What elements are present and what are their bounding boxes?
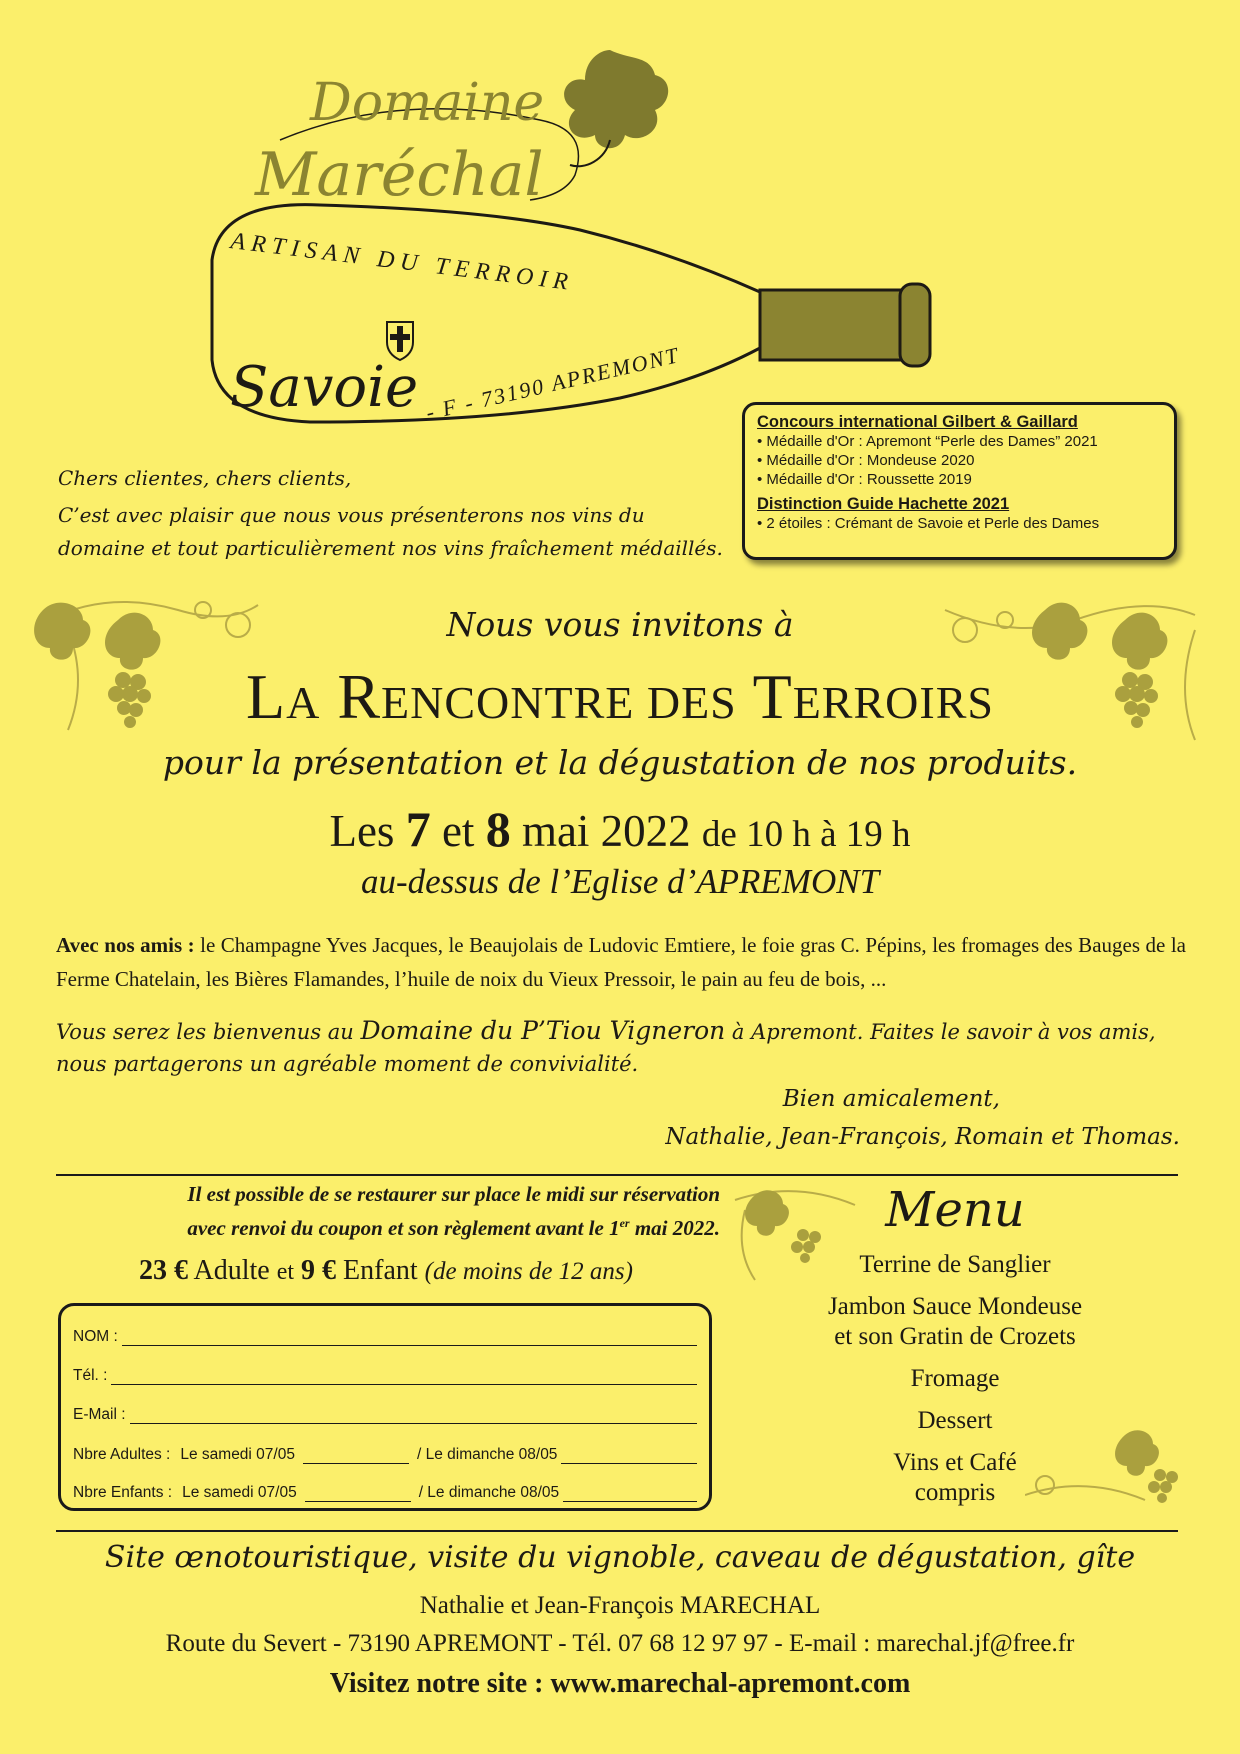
awards-box (742, 402, 1177, 560)
restaurant-line: Il est possible de se restaurer sur place le midi sur réservation (187, 1182, 720, 1206)
award-item: • Médaille d'Or : Mondeuse 2020 (757, 451, 1162, 470)
email-field[interactable] (130, 1409, 697, 1424)
email-label: E-Mail : (73, 1406, 126, 1423)
contest-title: Concours international Gilbert & Gaillard (757, 413, 1078, 431)
children-sunday-field[interactable] (563, 1487, 697, 1502)
adults-saturday-field[interactable] (303, 1449, 409, 1464)
coupon-row-nom (73, 1328, 697, 1346)
sunday-label: / Le dimanche 08/05 (418, 1484, 560, 1501)
dates-hours: de 10 h à 19 h (701, 814, 911, 855)
child-note: (de moins de 12 ans) (424, 1258, 633, 1285)
welcome-text: Vous serez les bienvenus au (56, 1020, 361, 1044)
restaurant-text: avec renvoi du coupon et son règlement avant le 1 (187, 1216, 620, 1240)
signoff-names: Nathalie, Jean-François, Romain et Thomas. (665, 1124, 1180, 1150)
partners-paragraph (56, 928, 1186, 996)
coupon-row-children (73, 1484, 697, 1502)
day-two: 8 (485, 801, 511, 857)
nom-label: NOM : (73, 1328, 118, 1345)
menu-item: Terrine de Sanglier (859, 1251, 1051, 1278)
logo-name: Maréchal (255, 140, 544, 210)
footer-contact: Route du Severt - 73190 APREMONT - Tél. 07 68 12 97 97 - E-mail : marechal.jf@free.fr (165, 1630, 1075, 1657)
bottle-cork (900, 284, 930, 366)
child-price: 9 € (301, 1255, 337, 1286)
title-part: T (752, 661, 793, 732)
adults-label: Nbre Adultes : (73, 1446, 171, 1463)
children-label: Nbre Enfants : (73, 1484, 173, 1501)
nom-field[interactable] (122, 1331, 697, 1346)
logo-tagline: ARTISAN DU TERROIR (229, 228, 576, 297)
award-item: • Médaille d'Or : Roussette 2019 (757, 470, 1162, 489)
menu-list (770, 1250, 1140, 1520)
signoff-greeting: Bien amicalement, (782, 1086, 1000, 1112)
award-item: • 2 étoiles : Crémant de Savoie et Perle des Dames (757, 514, 1162, 533)
tel-label: Tél. : (73, 1367, 108, 1384)
dates-part: Les (329, 806, 395, 856)
menu-item: Dessert (917, 1407, 993, 1434)
domaine-logo (200, 30, 1040, 460)
menu-item-line: Vins et Café (893, 1449, 1017, 1476)
welcome-paragraph (56, 1015, 1186, 1080)
day-one: 7 (405, 801, 431, 857)
title-part: R (337, 661, 382, 732)
adult-label: Adulte (193, 1255, 270, 1286)
event-title (0, 660, 1240, 734)
greeting-line: C’est avec plaisir que nous vous présenterons nos vins du (58, 503, 645, 527)
salutation: Chers clientes, chers clients, (58, 466, 352, 490)
greeting (58, 462, 728, 565)
menu-item-line: et son Gratin de Crozets (834, 1323, 1076, 1350)
tel-field[interactable] (111, 1370, 697, 1385)
dates-month: mai 2022 (521, 806, 691, 856)
bottle-neck (760, 290, 905, 360)
logo-region: Savoie (230, 355, 419, 420)
award-item: • Médaille d'Or : Apremont “Perle des Dames” 2021 (757, 432, 1162, 451)
guide-list (757, 514, 1162, 533)
domain-name: Domaine du P’Tiou Vigneron (360, 1016, 726, 1045)
guide-title: Distinction Guide Hachette 2021 (757, 495, 1010, 513)
event-purpose: pour la présentation et la dégustation de nos produits. (162, 743, 1078, 782)
title-part: ERROIRS (792, 677, 994, 728)
coupon-row-email (73, 1406, 697, 1424)
logo-address: - F - 73190 APREMONT (423, 342, 683, 425)
vine-leaf-icon (564, 50, 668, 166)
coupon-row-adults (73, 1446, 697, 1464)
event-location: au-dessus de l’Eglise d’APREMONT (360, 862, 880, 901)
divider (56, 1530, 1178, 1532)
footer-owners: Nathalie et Jean-François MARECHAL (419, 1592, 821, 1619)
restaurant-text: mai 2022. (629, 1216, 720, 1240)
sunday-label: / Le dimanche 08/05 (416, 1446, 558, 1463)
footer-website[interactable]: Visitez notre site : www.marechal-apremont.com (329, 1668, 911, 1699)
menu-item: Fromage (910, 1365, 1000, 1392)
footer-tagline: Site œnotouristique, visite du vignoble, caveau de dégustation, gîte (104, 1540, 1136, 1575)
adults-sunday-field[interactable] (561, 1449, 697, 1464)
price-connector: et (276, 1259, 295, 1285)
signoff (600, 1080, 1180, 1156)
invite-line: Nous vous invitons à (446, 605, 794, 644)
welcome-text: à Apremont. Faites le savoir à vos amis, nous partagerons un agréable moment de convivialité. (56, 1020, 1156, 1076)
title-part: ENCONTRE DES (381, 677, 737, 728)
menu-item-line: compris (914, 1479, 996, 1506)
menu-item (770, 1292, 1140, 1352)
event-dates (0, 800, 1240, 858)
child-label: Enfant (343, 1255, 418, 1286)
menu-item-line: Jambon Sauce Mondeuse (827, 1293, 1083, 1320)
dates-part: et (441, 806, 475, 856)
coupon-row-tel (73, 1367, 697, 1385)
divider (56, 1174, 1178, 1176)
saturday-label: Le samedi 07/05 (182, 1484, 297, 1501)
logo-domaine: Domaine (310, 73, 545, 133)
saturday-label: Le samedi 07/05 (180, 1446, 295, 1463)
title-part: A (286, 677, 321, 728)
greeting-line: domaine et tout particulièrement nos vins fraîchement médaillés. (58, 536, 723, 560)
meal-prices (56, 1255, 716, 1287)
menu-title: Menu (885, 1182, 1025, 1238)
contest-list (757, 432, 1162, 489)
menu-item (770, 1448, 1140, 1508)
adult-price: 23 € (139, 1255, 189, 1286)
title-part: L (246, 661, 287, 732)
partners-label: Avec nos amis : (56, 933, 195, 957)
ordinal-suffix: er (619, 1216, 630, 1230)
restaurant-note (40, 1180, 720, 1243)
reservation-coupon (58, 1303, 712, 1511)
partners-text: le Champagne Yves Jacques, le Beaujolais de Ludovic Emtiere, le foie gras C. Pépins, les fromages des Bauges de la Ferme Chatelain, les Bières Flamandes, l’huile de noix du Vieux Pressoir, le pain au feu de bois, ... (56, 933, 1186, 991)
restaurant-line (40, 1209, 720, 1243)
children-saturday-field[interactable] (305, 1487, 411, 1502)
